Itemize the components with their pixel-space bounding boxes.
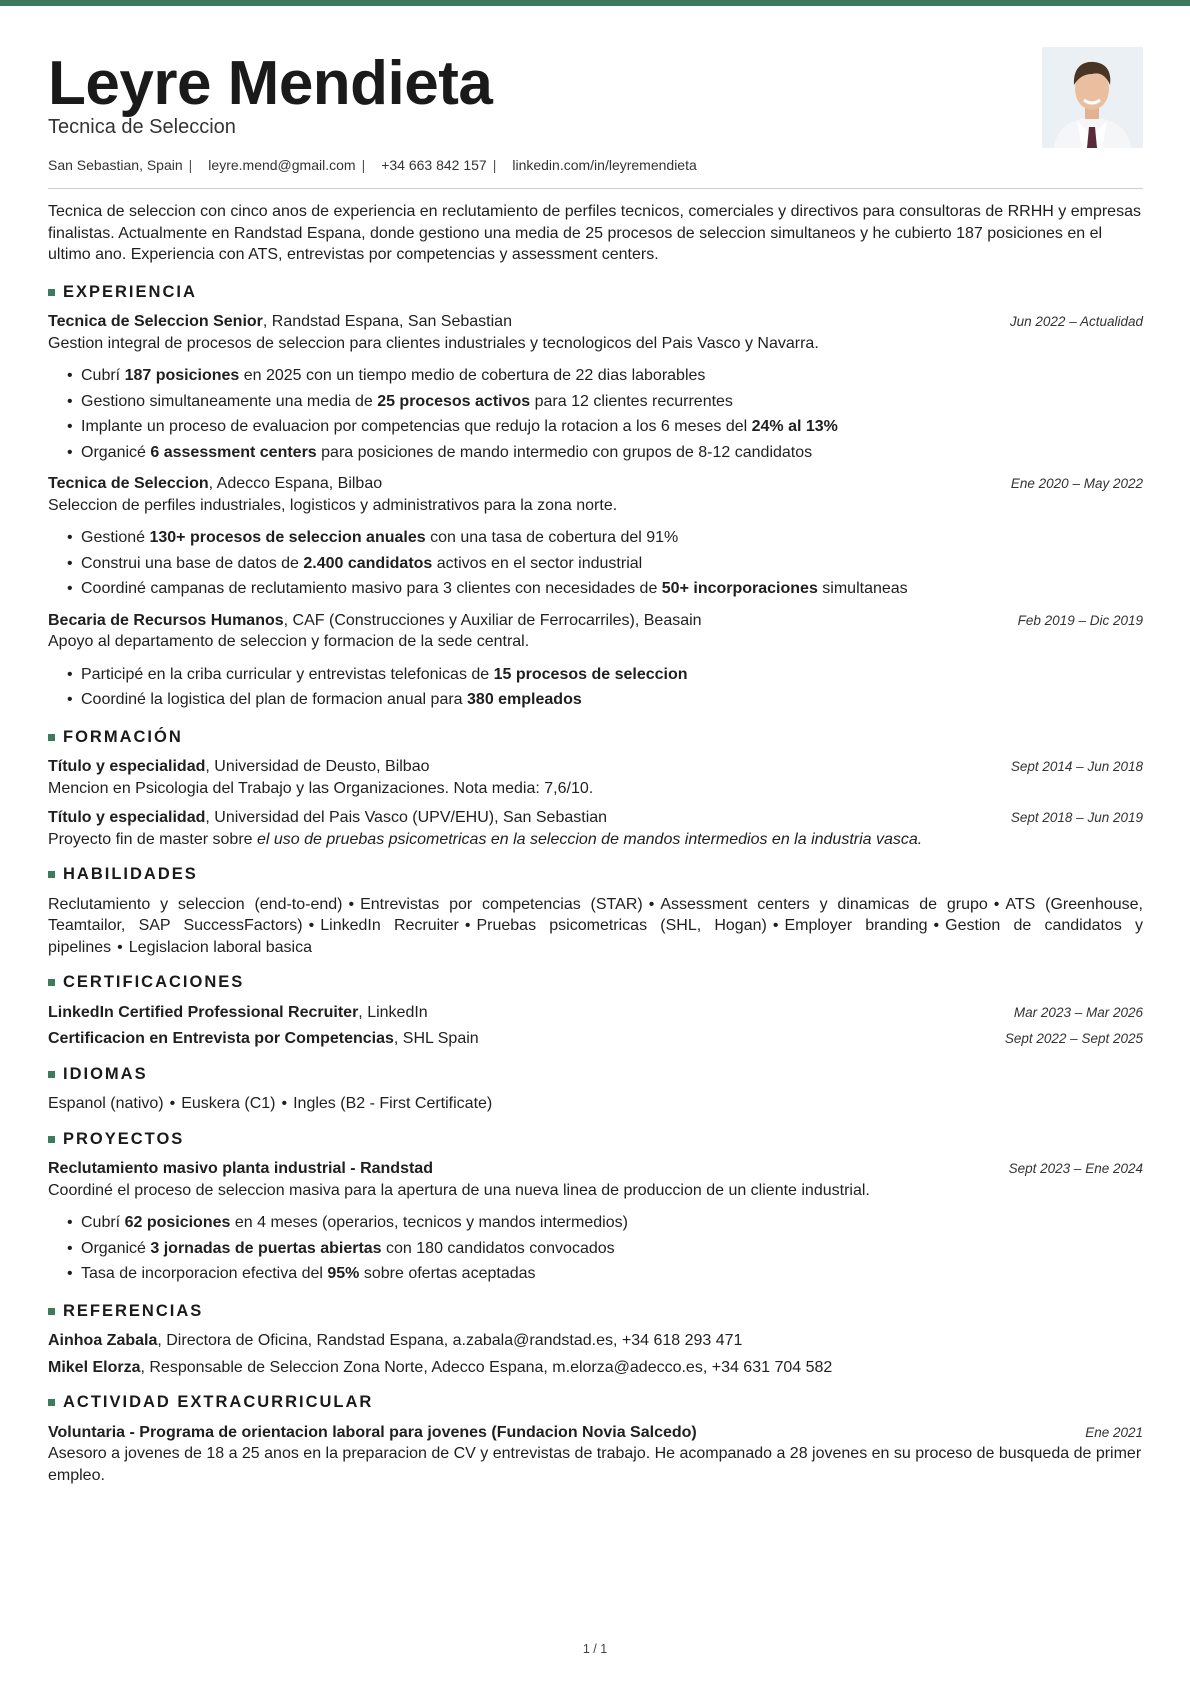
institution: , Universidad de Deusto, Bilbao — [205, 758, 430, 775]
skill-item: Entrevistas por competencias (STAR) — [360, 895, 643, 913]
certification-issuer: , SHL Spain — [393, 1030, 479, 1047]
certification-name: Certificacion en Entrevista por Competencias — [48, 1030, 394, 1047]
degree-title: Título y especialidad — [48, 758, 206, 775]
candidate-name: Leyre Mendieta — [48, 49, 493, 118]
entry-description — [48, 778, 1143, 800]
languages-section — [48, 1064, 1143, 1115]
entry-date: Mar 2023 – Mar 2026 — [1013, 1004, 1143, 1020]
experience-section — [48, 282, 1143, 713]
entry-heading — [48, 807, 607, 829]
certification-name: LinkedIn Certified Professional Recruiter — [48, 1003, 359, 1021]
bullet-text: en 2025 con un tiempo medio de cobertura de 22 dias laborables — [239, 367, 706, 384]
activity-entry — [48, 1422, 1143, 1487]
contact-email[interactable]: leyre.mend@gmail.com — [208, 157, 356, 173]
section-title — [48, 1129, 1143, 1151]
page-number: 1 / 1 — [582, 1642, 608, 1656]
description-text: Mencion en Psicologia del Trabajo y las Organizaciones. Nota media: 7,6/10. — [48, 779, 594, 797]
bullet-highlight: 2.400 candidatos — [303, 554, 433, 572]
bullet-text: Organicé — [81, 443, 151, 461]
skills-list — [48, 894, 1143, 959]
description-emphasis: el uso de pruebas psicometricas en la seleccion de mandos intermedios en la industria vasca. — [256, 830, 923, 848]
bullet-highlight: 15 procesos de seleccion — [493, 665, 688, 683]
education-entry — [48, 756, 1143, 799]
project-name: Reclutamiento masivo planta industrial - Randstad — [48, 1160, 433, 1177]
job-org: , Randstad Espana, San Sebastian — [262, 313, 512, 330]
entry-heading — [48, 311, 512, 333]
entry-description: Coordiné el proceso de seleccion masiva para la apertura de una nueva linea de produccion de un cliente industrial. — [48, 1181, 870, 1199]
entry-date: Sept 2014 – Jun 2018 — [1010, 759, 1143, 774]
entry-heading — [48, 1028, 479, 1050]
references-title: REFERENCIAS — [63, 1301, 204, 1320]
entry-header — [48, 473, 1143, 495]
reference-name: Mikel Elorza — [48, 1358, 141, 1376]
certifications-section — [48, 972, 1143, 1050]
languages-title: IDIOMAS — [63, 1064, 148, 1083]
list-item — [81, 363, 1143, 389]
reference-detail: , Responsable de Seleccion Zona Norte, Adecco Espana, m.elorza@adecco.es, +34 631 704 582 — [140, 1358, 833, 1376]
section-marker-icon — [48, 289, 55, 296]
section-marker-icon — [48, 1071, 55, 1078]
language-item: Euskera (C1) — [181, 1095, 276, 1112]
section-title — [48, 1064, 1143, 1086]
entry-description: Asesoro a jovenes de 18 a 25 anos en la preparacion de CV y entrevistas de trabajo. He acompanado a 28 jovenes en su proceso de busqueda de primer empleo. — [48, 1445, 1142, 1484]
resume-body — [48, 201, 1143, 1500]
job-org: , Adecco Espana, Bilbao — [208, 475, 383, 492]
certifications-title: CERTIFICACIONES — [63, 973, 245, 991]
bullet-highlight: 62 posiciones — [124, 1214, 231, 1231]
bullet-separator-icon: • — [308, 917, 315, 934]
bullet-text: en 4 meses (operarios, tecnicos y mandos intermedios) — [230, 1214, 628, 1231]
job-org: , CAF (Construcciones y Auxiliar de Ferrocarriles), Beasain — [283, 611, 702, 629]
reference-detail: , Directora de Oficina, Randstad Espana, a.zabala@randstad.es, +34 618 293 471 — [157, 1332, 743, 1349]
bullet-highlight: 95% — [327, 1265, 360, 1282]
section-title — [48, 1301, 1143, 1323]
skill-item: LinkedIn Recruiter — [320, 917, 459, 934]
degree-title: Título y especialidad — [48, 809, 206, 826]
skill-item: ATS (Greenhouse, Teamtailor, SAP SuccessFactors) — [48, 895, 1143, 934]
profile-photo — [1042, 47, 1143, 148]
bullet-text: Implante un proceso de evaluacion por competencias que redujo la rotacion a los 6 meses del — [81, 418, 752, 435]
entry-description — [48, 829, 1143, 851]
reference-entry — [48, 1330, 1143, 1352]
list-item — [81, 576, 1143, 602]
entry-heading — [48, 473, 382, 495]
skill-item: Reclutamiento y seleccion (end-to-end) — [48, 895, 343, 913]
entry-header — [48, 1422, 1143, 1444]
section-marker-icon — [48, 979, 55, 986]
bullet-separator-icon: • — [648, 895, 655, 913]
certification-issuer: , LinkedIn — [358, 1003, 428, 1021]
education-section — [48, 727, 1143, 851]
experience-title: EXPERIENCIA — [63, 282, 197, 301]
bullet-highlight: 24% al 13% — [751, 418, 838, 435]
resume-page — [48, 0, 1144, 1484]
entry-heading — [48, 610, 702, 632]
resume-header — [48, 0, 1143, 173]
section-marker-icon — [48, 1136, 55, 1143]
contact-linkedin[interactable]: linkedin.com/in/leyremendieta — [512, 157, 697, 173]
reference-entry — [48, 1357, 1143, 1379]
list-item — [81, 389, 1143, 415]
education-entry — [48, 807, 1143, 850]
bullet-text: Organicé — [81, 1239, 151, 1257]
project-entry — [48, 1158, 1143, 1287]
entry-header — [48, 756, 1143, 778]
education-title: FORMACIÓN — [63, 727, 183, 746]
bullet-text: Coordiné la logistica del plan de formacion anual para — [81, 691, 468, 708]
entry-heading — [48, 1002, 428, 1024]
entry-date: Ene 2020 – May 2022 — [1010, 476, 1143, 491]
bullet-highlight: 50+ incorporaciones — [661, 580, 818, 597]
list-item — [81, 662, 1143, 688]
bullet-highlight: 187 posiciones — [124, 367, 240, 384]
bullet-text: Construi una base de datos de — [81, 554, 304, 572]
bullet-highlight: 25 procesos activos — [377, 392, 531, 410]
skills-title: HABILIDADES — [63, 865, 198, 883]
languages-list — [48, 1093, 1143, 1115]
references-section — [48, 1301, 1143, 1379]
professional-summary: Tecnica de seleccion con cinco anos de experiencia en reclutamiento de perfiles tecnicos, comerciales y directivos para consultoras de RRHH y empresas finalistas. Actualmente en Randstad Espana, donde gestiono una media de 25 procesos de seleccion simultaneos y he cubierto 187 posiciones en el ultimo ano. Experiencia con ATS, entrevistas por competencias y assessment centers. — [48, 203, 1141, 263]
skills-section — [48, 864, 1143, 958]
skill-item: Assessment centers y dinamicas de grupo — [660, 895, 988, 913]
bullet-text: Coordiné campanas de reclutamiento masivo para 3 clientes con necesidades de — [81, 580, 662, 597]
bullet-highlight: 3 jornadas de puertas abiertas — [150, 1239, 382, 1257]
bullet-text: Cubrí — [81, 1214, 125, 1231]
entry-date: Feb 2019 – Dic 2019 — [1017, 612, 1143, 628]
bullet-text: simultaneas — [817, 580, 908, 597]
list-item — [81, 414, 1143, 440]
bullet-text: con 180 candidatos convocados — [381, 1239, 615, 1257]
reference-name: Ainhoa Zabala — [48, 1332, 158, 1349]
contact-separator: | — [361, 157, 366, 173]
contact-separator: | — [492, 157, 497, 173]
entry-date: Ene 2021 — [1085, 1424, 1143, 1440]
bullet-text: Participé en la criba curricular y entrevistas telefonicas de — [81, 665, 494, 683]
bullet-separator-icon: • — [772, 917, 779, 934]
achievement-list — [48, 525, 1143, 602]
entry-header — [48, 610, 1143, 632]
experience-entry — [48, 473, 1143, 602]
activity-name: Voluntaria - Programa de orientacion laboral para jovenes (Fundacion Novia Salcedo) — [48, 1423, 697, 1441]
certification-entry — [48, 1002, 1143, 1024]
entry-description: Apoyo al departamento de seleccion y formacion de la sede central. — [48, 633, 530, 650]
bullet-text: activos en el sector industrial — [432, 554, 643, 572]
bullet-text: sobre ofertas aceptadas — [359, 1265, 536, 1282]
entry-date: Sept 2018 – Jun 2019 — [1010, 810, 1143, 825]
skill-item: Legislacion laboral basica — [128, 938, 312, 956]
bullet-separator-icon: • — [993, 895, 1000, 913]
skill-item: Gestion de candidatos y pipelines — [48, 917, 1144, 956]
entry-date: Jun 2022 – Actualidad — [1009, 314, 1143, 329]
certification-entry — [48, 1028, 1143, 1050]
job-title: Becaria de Recursos Humanos — [48, 611, 284, 629]
skill-item: Pruebas psicometricas (SHL, Hogan) — [476, 917, 767, 934]
experience-entry — [48, 610, 1143, 713]
bullet-separator-icon: • — [169, 1095, 176, 1112]
institution: , Universidad del Pais Vasco (UPV/EHU), San Sebastian — [205, 809, 608, 826]
list-item — [81, 551, 1143, 577]
bullet-highlight: 130+ procesos de seleccion anuales — [149, 529, 426, 546]
list-item — [81, 1261, 1143, 1287]
skill-item: Employer branding — [784, 917, 928, 934]
bullet-text: para 12 clientes recurrentes — [530, 392, 733, 410]
bullet-separator-icon: • — [348, 895, 355, 913]
bullet-text: Gestiono simultaneamente una media de — [81, 392, 378, 410]
entry-header — [48, 311, 1143, 333]
bullet-highlight: 380 empleados — [467, 691, 582, 708]
bullet-separator-icon: • — [464, 917, 471, 934]
achievement-list — [48, 662, 1143, 713]
bullet-highlight: 6 assessment centers — [150, 443, 317, 461]
entry-description: Seleccion de perfiles industriales, logisticos y administrativos para la zona norte. — [48, 496, 618, 514]
header-divider — [48, 188, 1143, 189]
bullet-text: Tasa de incorporacion efectiva del — [81, 1265, 328, 1282]
contact-line — [48, 157, 703, 173]
bullet-text: Cubrí — [81, 367, 125, 384]
entry-date: Sept 2022 – Sept 2025 — [1004, 1031, 1143, 1046]
extracurricular-title: ACTIVIDAD EXTRACURRICULAR — [63, 1393, 374, 1411]
description-text: Proyecto fin de master sobre — [48, 830, 257, 848]
entry-header — [48, 807, 1143, 829]
job-title: Tecnica de Seleccion — [48, 475, 209, 492]
contact-location: San Sebastian, Spain — [48, 157, 183, 173]
achievement-list — [48, 363, 1143, 465]
bullet-separator-icon: • — [933, 917, 940, 934]
entry-heading — [48, 756, 430, 778]
contact-separator: | — [188, 157, 193, 173]
section-marker-icon — [48, 871, 55, 878]
list-item — [81, 1210, 1143, 1236]
achievement-list — [48, 1210, 1143, 1287]
list-item — [81, 440, 1143, 466]
candidate-role: Tecnica de Seleccion — [48, 116, 236, 138]
entry-header — [48, 1158, 1143, 1180]
list-item — [81, 1236, 1143, 1262]
bullet-text: Gestioné — [81, 529, 150, 546]
person-portrait-icon — [1042, 47, 1143, 148]
contact-phone[interactable]: +34 663 842 157 — [381, 157, 487, 173]
bullet-separator-icon: • — [281, 1095, 288, 1112]
job-title: Tecnica de Seleccion Senior — [48, 313, 263, 330]
section-title — [48, 1392, 1143, 1414]
entry-date: Sept 2023 – Ene 2024 — [1008, 1161, 1143, 1176]
section-title — [48, 282, 1143, 304]
projects-section — [48, 1129, 1143, 1287]
entry-description: Gestion integral de procesos de seleccion para clientes industriales y tecnologicos del Pais Vasco y Navarra. — [48, 334, 819, 352]
bullet-separator-icon: • — [117, 938, 123, 956]
extracurricular-section — [48, 1392, 1143, 1486]
language-item: Ingles (B2 - First Certificate) — [293, 1095, 493, 1112]
section-marker-icon — [48, 734, 55, 741]
list-item — [81, 687, 1143, 713]
projects-title: PROYECTOS — [63, 1129, 185, 1148]
section-marker-icon — [48, 1399, 55, 1406]
experience-entry — [48, 311, 1143, 465]
section-title — [48, 727, 1143, 749]
section-title — [48, 864, 1143, 886]
bullet-text: para posiciones de mando intermedio con grupos de 8-12 candidatos — [316, 443, 813, 461]
section-title — [48, 972, 1143, 994]
list-item — [81, 525, 1143, 551]
language-item: Espanol (nativo) — [48, 1095, 164, 1112]
section-marker-icon — [48, 1308, 55, 1315]
bullet-text: con una tasa de cobertura del 91% — [425, 529, 679, 546]
